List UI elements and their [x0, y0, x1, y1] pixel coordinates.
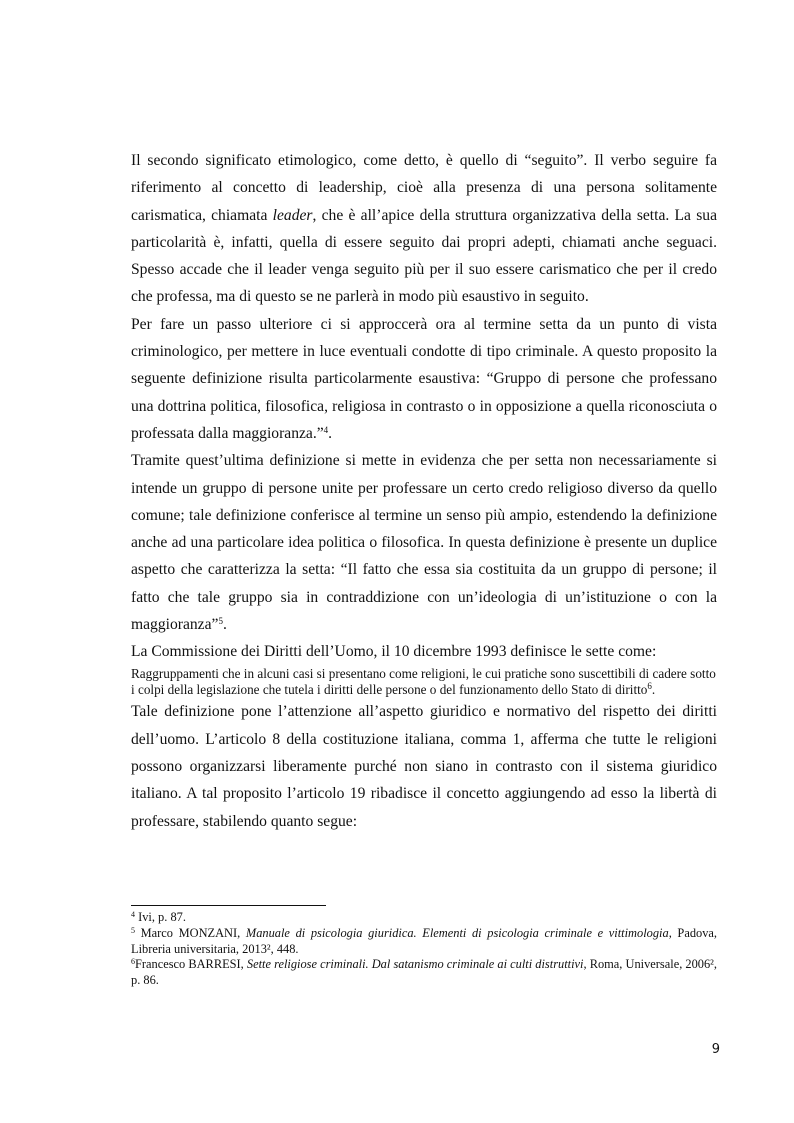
footnote-ref-5[interactable]: 5	[218, 616, 223, 627]
footnote-separator	[131, 905, 326, 906]
page-number: 9	[711, 1042, 720, 1057]
footnote-ref-6[interactable]: 6	[647, 681, 652, 692]
body-text	[131, 147, 717, 835]
paragraph-2: Per fare un passo ulteriore ci si approccerà ora al termine setta da un punto di vista criminologico, per mettere in luce eventuali condotte di tipo criminale. A questo proposito la seguente definizione risulta particolarmente esaustiva: “Gruppo di persone che professano una dottrina politica, filosofica, religiosa in contrasto o in opposizione a quella riconosciuta o professata dalla maggioranza.”$^4$.	[131, 315, 717, 442]
paragraph-3: Tramite quest’ultima definizione si mette in evidenza che per setta non necessariamente si intende un gruppo di persone unite per professare un certo credo religioso diverso da quello comune; tale definizione conferisce al termine un senso più ampio, estendendo la definizione anche ad una particolare idea politica o filosofica. In questa definizione è presente un duplice aspetto che caratterizza la setta: “Il fatto che essa sia costituita da un gruppo di persone; il fatto che tale gruppo sia in contraddizione con un’ideologia di un’istituzione o con la maggioranza”$^5$.	[131, 452, 717, 634]
footnote-ref-4[interactable]: 4	[323, 424, 329, 435]
paragraph-4: La Commissione dei Diritti dell’Uomo, il 10 dicembre 1993 definisce le sette come:	[131, 643, 657, 661]
paragraph-5: Tale definizione pone l’attenzione all’aspetto giuridico e normativo del rispetto dei diritti dell’uomo. L’articolo 8 della costituzione italiana, comma 1, afferma che tutte le religioni possono organizzarsi liberamente purché non siano in contrasto con il sistema giuridico italiano. A tal proposito l’articolo 19 ribadisce il concetto aggiungendo ad esso la libertà di professare, stabilendo quanto segue:	[131, 703, 717, 830]
footnotes	[131, 910, 717, 989]
leader-term: leader	[272, 206, 313, 224]
paragraph-1: Il secondo significato etimologico, come detto, è quello di “seguito”. Il verbo seguire fa riferimento al concetto di leadership, cioè alla presenza di una persona solitamente carismatica, chiamata leader, che è all’apice della struttura organizzativa della setta. La sua particolarità è, infatti, quella di essere seguito dai propri adepti, chiamati anche seguaci. Spesso accade che il leader venga seguito più per il suo essere carismatico che per il credo che professa, ma di questo se ne parlerà in modo più esaustivo in seguito.	[131, 152, 717, 306]
footnote-6: $^6$Francesco BARRESI, Sette religiose criminali. Dal satanismo criminale ai culti distruttivi, Roma, Universale, 2006², p. 86.	[131, 957, 717, 988]
footnote-4: $^4$ Ivi, p. 87.	[131, 910, 186, 924]
block-quote: Raggruppamenti che in alcuni casi si presentano come religioni, le cui pratiche sono suscettibili di cadere sotto i colpi della legislazione che tutela i diritti delle persone o del funzionamento dello Stato di diritto$^6$.	[131, 665, 716, 698]
footnote-5: $^5$ Marco MONZANI, Manuale di psicologia giuridica. Elementi di psicologia criminale e vittimologia, Padova, Libreria universitaria, 2013², 448.	[131, 925, 718, 956]
